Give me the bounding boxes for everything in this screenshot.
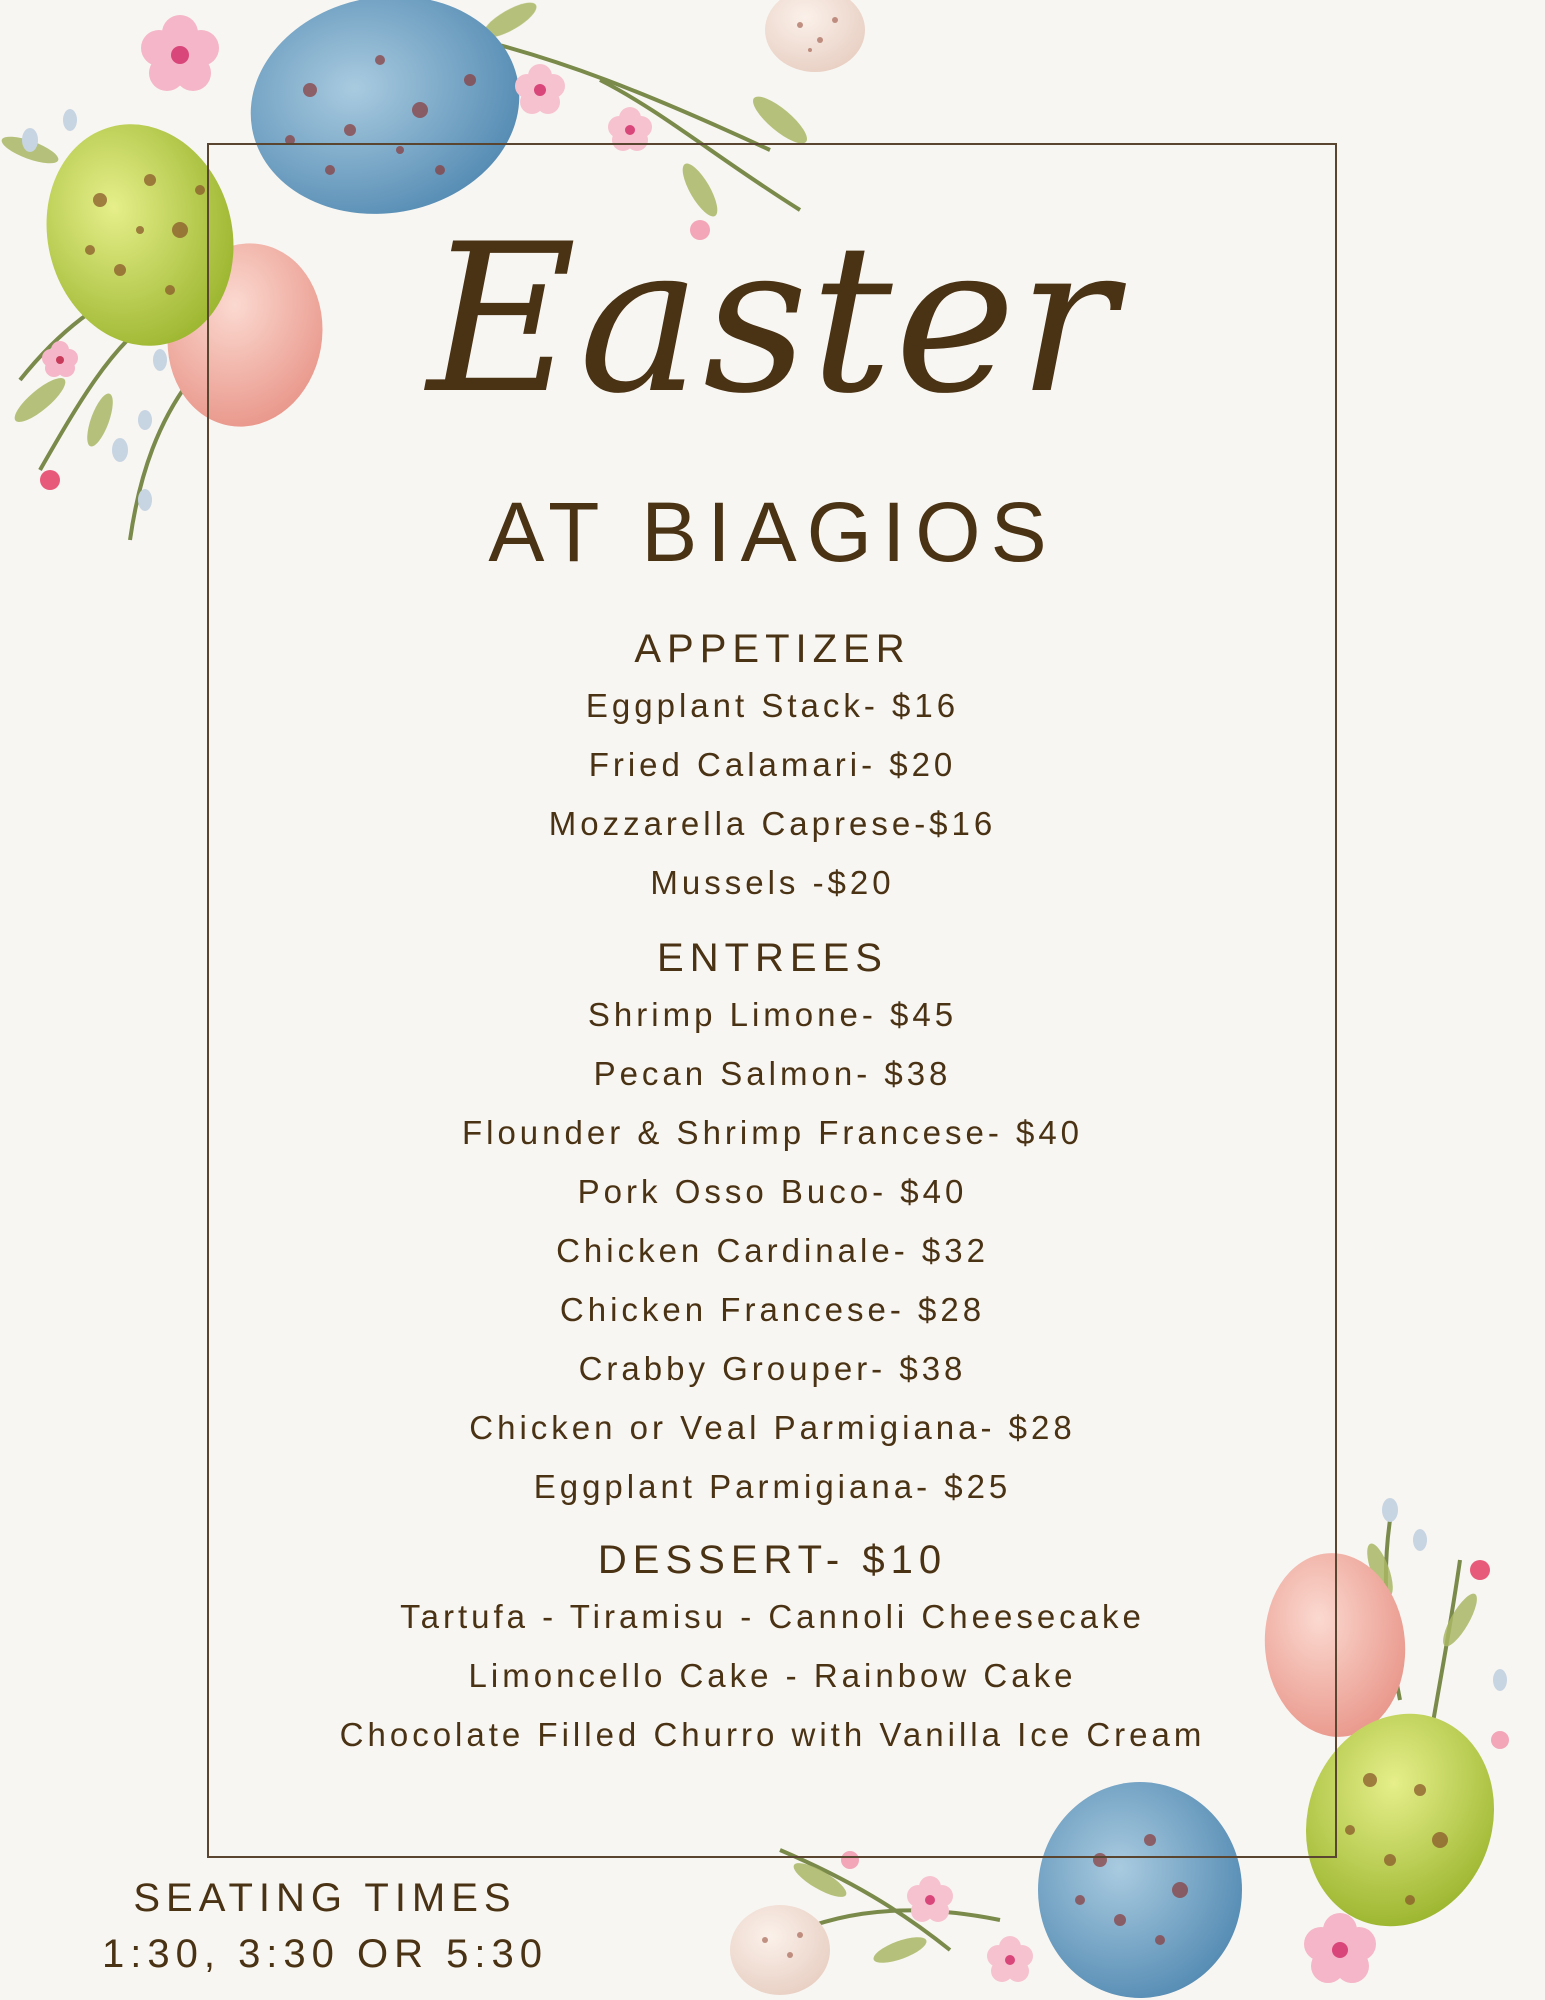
seating-times — [95, 1870, 555, 1982]
menu-item: Chicken or Veal Parmigiana- $28 — [469, 1409, 1076, 1446]
menu-item: Pork Osso Buco- $40 — [577, 1173, 968, 1210]
cream-easter-egg-icon — [765, 0, 865, 72]
menu-item: Chicken Francese- $28 — [559, 1291, 986, 1328]
menu-item: Limoncello Cake - Rainbow Cake — [468, 1657, 1077, 1694]
dessert-section — [0, 1535, 1545, 1764]
section-heading-appetizer: APPETIZER — [634, 627, 911, 671]
menu-item: Chicken Cardinale- $32 — [556, 1232, 989, 1269]
seating-label: SEATING TIMES — [133, 1876, 517, 1920]
menu-item: Tartufa - Tiramisu - Cannoli Cheesecake — [400, 1598, 1145, 1635]
menu-item: Fried Calamari- $20 — [588, 746, 957, 783]
menu-item: Shrimp Limone- $45 — [587, 996, 958, 1033]
page-subtitle: AT BIAGIOS — [488, 485, 1057, 579]
cream-easter-egg-icon — [730, 1905, 830, 1995]
entrees-section — [0, 933, 1545, 1516]
appetizer-section — [0, 624, 1545, 912]
seating-times-value: 1:30, 3:30 OR 5:30 — [101, 1932, 548, 1976]
menu-item: Chocolate Filled Churro with Vanilla Ice Cream — [339, 1716, 1206, 1753]
menu-item: Flounder & Shrimp Francese- $40 — [461, 1114, 1084, 1151]
page-title-script: Easter — [427, 201, 1118, 439]
menu-item: Eggplant Stack- $16 — [585, 687, 960, 724]
menu-item: Eggplant Parmigiana- $25 — [533, 1468, 1012, 1505]
menu-item: Pecan Salmon- $38 — [593, 1055, 952, 1092]
menu-item: Crabby Grouper- $38 — [578, 1350, 967, 1387]
section-heading-entrees: ENTREES — [657, 936, 888, 980]
section-heading-dessert: DESSERT- $10 — [597, 1538, 948, 1582]
menu-item: Mussels -$20 — [650, 864, 895, 901]
menu-item: Mozzarella Caprese-$16 — [548, 805, 997, 842]
